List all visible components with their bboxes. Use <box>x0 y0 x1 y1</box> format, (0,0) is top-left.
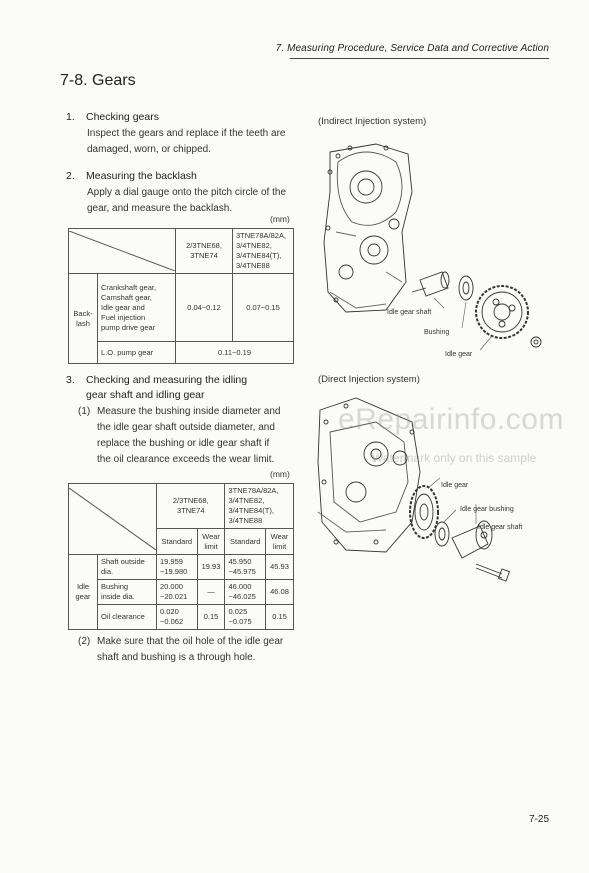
section-3-number: 3. <box>66 374 75 386</box>
idle-gear-bushing-icon <box>435 522 449 546</box>
table-1-corner-cell <box>69 229 176 274</box>
section-3-title-line-1: Checking and measuring the idling <box>86 374 248 386</box>
section-2-number: 2. <box>66 170 75 182</box>
section-1-line-1: Inspect the gears and replace if the teeth are <box>87 128 286 139</box>
page-title: 7-8. Gears <box>60 72 136 89</box>
table-row <box>69 555 294 580</box>
label-idle-gear-1: Idle gear <box>445 351 473 358</box>
crankshaft-bore-icon <box>350 171 382 203</box>
table-2-row-3-item: Oil clearance <box>98 605 157 630</box>
step-2-line-2: shaft and bushing is a through hole. <box>97 652 256 663</box>
backlash-table <box>68 228 294 364</box>
table-2-unit: (mm) <box>270 469 290 479</box>
label-idle-gear-bushing: Idle gear bushing <box>460 506 514 513</box>
table-2-row-2-item: Bushing inside dia. <box>98 580 157 605</box>
step-1-line-2: the idle gear shaft outside diameter, and <box>97 422 275 433</box>
section-2-heading <box>66 169 197 184</box>
idle-gear-icon-2 <box>410 486 438 538</box>
section-3-step-2 <box>78 634 283 666</box>
indirect-injection-label: (Indirect Injection system) <box>318 116 427 127</box>
table-2-row-2-std-2: 46.000 ~46.025 <box>225 580 266 605</box>
section-2-line-1: Apply a dial gauge onto the pitch circle of the <box>87 187 287 198</box>
table-2-wear-limit-1: Wear limit <box>197 529 225 555</box>
table-2-wear-limit-2: Wear limit <box>266 529 294 555</box>
section-1-number: 1. <box>66 111 75 123</box>
table-1-row-2-item: L.O. pump gear <box>98 342 176 364</box>
section-3-heading <box>66 373 247 403</box>
table-2-standard-1: Standard <box>157 529 198 555</box>
table-2-diagonal <box>69 488 156 550</box>
table-2-row-1-item: Shaft outside dia. <box>98 555 157 580</box>
section-1-title: Checking gears <box>86 111 159 123</box>
section-2-body <box>87 185 286 217</box>
bolt-icon <box>476 564 509 581</box>
table-2-corner-cell <box>69 484 157 555</box>
table-2-col-1-header: 2/3TNE68, 3TNE74 <box>157 484 225 529</box>
table-1-col-2-header: 3TNE78A/82A, 3/4TNE82, 3/4TNE84(T), 3/4TNE88 <box>233 229 294 274</box>
table-row <box>69 605 294 630</box>
table-2-row-1-wear-2: 45.93 <box>266 555 294 580</box>
table-2-standard-2: Standard <box>225 529 266 555</box>
section-3-title-line-2: gear shaft and idling gear <box>86 389 205 401</box>
step-1-number: (1) <box>78 406 91 417</box>
table-1-row-1-item: Crankshaft gear, Camshaft gear, Idle gear and Fuel injection pump drive gear <box>98 274 176 342</box>
table-2-row-1-wear-1: 19.93 <box>197 555 225 580</box>
label-bushing-1: Bushing <box>424 329 450 336</box>
table-2-row-3-std-1: 0.020 ~0.062 <box>157 605 198 630</box>
direct-injection-label: (Direct Injection system) <box>318 374 420 385</box>
step-2-line-1: Make sure that the oil hole of the idle gear <box>97 636 284 647</box>
label-idle-gear-shaft-1: Idle gear shaft <box>387 309 432 316</box>
table-1-row-1-value-2: 0.07~0.15 <box>233 274 294 342</box>
table-2-row-group: Idle gear <box>69 555 98 630</box>
table-2-row-1-std-2: 45.950 ~45.975 <box>225 555 266 580</box>
table-2-row-2-wear-2: 46.08 <box>266 580 294 605</box>
section-1-body <box>87 126 285 158</box>
washer-icon <box>531 337 541 347</box>
table-1-diagonal <box>69 231 175 271</box>
page-number: 7-25 <box>528 814 549 825</box>
section-2-title: Measuring the backlash <box>86 170 197 182</box>
idle-gear-shaft-icon <box>420 272 448 296</box>
table-1-row-group: Back- lash <box>69 274 98 364</box>
step-1-line-3: replace the bushing or idle gear shaft if <box>97 438 270 449</box>
header-rule <box>290 58 549 59</box>
section-1-line-2: damaged, worn, or chipped. <box>87 144 211 155</box>
label-idle-gear-2: Idle gear <box>441 482 469 489</box>
table-2-row-2-std-1: 20.000 ~20.021 <box>157 580 198 605</box>
table-1-col-1-header: 2/3TNE68, 3TNE74 <box>176 229 233 274</box>
table-2-col-2-header: 3TNE78A/82A, 3/4TNE82, 3/4TNE84(T), 3/4TNE88 <box>225 484 294 529</box>
chapter-header: 7. Measuring Procedure, Service Data and Corrective Action <box>275 43 549 54</box>
section-2-line-2: gear, and measure the backlash. <box>87 203 233 214</box>
table-2-row-3-wear-1: 0.15 <box>197 605 225 630</box>
section-3-step-1 <box>78 404 280 468</box>
table-1-unit: (mm) <box>270 214 290 224</box>
section-1-heading <box>66 110 159 125</box>
step-2-number: (2) <box>78 636 91 647</box>
watermark-subtext: Watermark only on this sample <box>372 451 537 465</box>
table-2-row-3-wear-2: 0.15 <box>266 605 294 630</box>
table-1-row-1-value-1: 0.04~0.12 <box>176 274 233 342</box>
table-2-row-1-std-1: 19.959 ~19.980 <box>157 555 198 580</box>
table-2-row-2-wear-1: — <box>197 580 225 605</box>
table-1-row-2-value: 0.11~0.19 <box>176 342 294 364</box>
bushing-icon <box>459 276 473 300</box>
table-row <box>69 580 294 605</box>
gear-bore-icon <box>360 236 388 264</box>
step-1-line-4: the oil clearance exceeds the wear limit. <box>97 454 275 465</box>
label-idle-gear-shaft-2: Idle gear shaft <box>478 524 523 531</box>
idle-gear-icon <box>476 286 528 338</box>
idle-gear-table <box>68 483 294 630</box>
watermark-text: eRepairinfo.com <box>338 403 564 436</box>
step-1-line-1: Measure the bushing inside diameter and <box>97 406 281 417</box>
table-2-row-3-std-2: 0.025 ~0.075 <box>225 605 266 630</box>
